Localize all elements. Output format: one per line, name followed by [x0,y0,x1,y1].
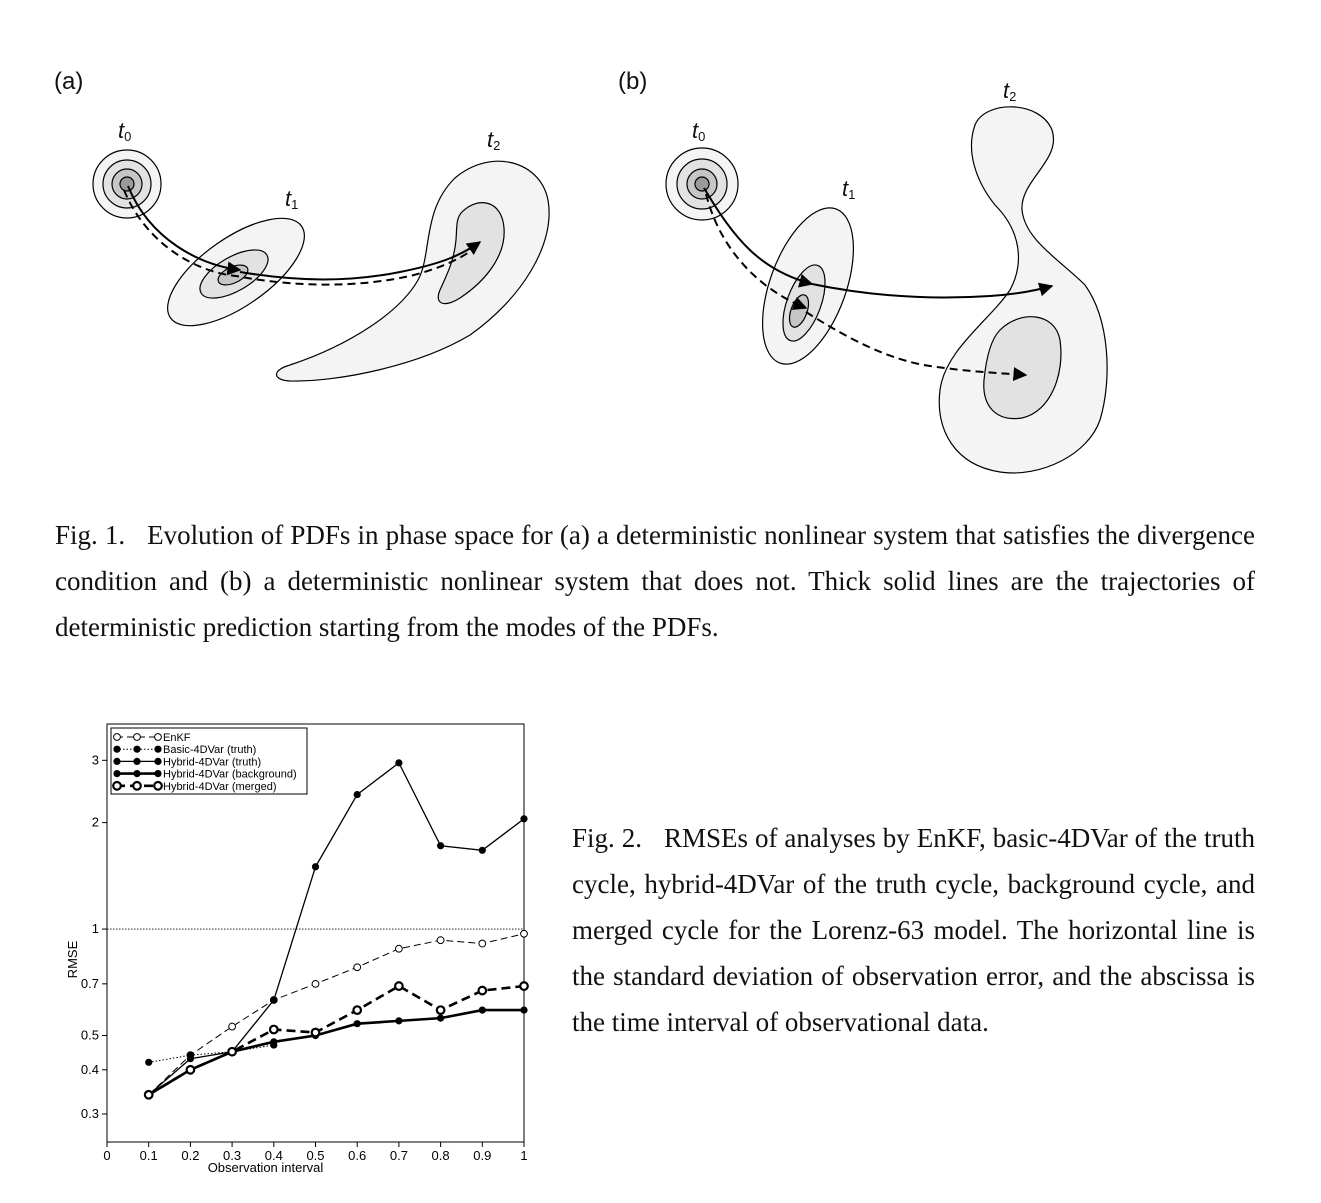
figure1-caption-text: Evolution of PDFs in phase space for (a) a deterministic nonlinear system that satisfies the divergence condition and (b) a deterministic nonlinear system that does not. Thick solid lines are the trajectories of deterministic prediction starting from the modes of the PDFs. [55,520,1255,642]
y-tick-label: 0.5 [80,1027,99,1043]
data-point [520,982,528,990]
legend-marker [113,770,120,777]
x-tick-label: 0.3 [223,1148,242,1163]
x-axis-label: Observation interval [207,1160,324,1175]
series-3 [145,1007,527,1099]
x-tick-label: 0.8 [431,1148,450,1163]
panel-b-t1-label: $t_1$ [842,176,856,202]
legend-marker [154,746,161,753]
panel-b-t0-label: $t_0$ [692,118,706,144]
data-point [312,1029,320,1037]
panel-a-pdf-t2 [277,161,550,381]
y-tick-label: 0.7 [80,975,99,991]
legend-entry: Hybrid-4DVar (background) [163,768,297,781]
data-point [270,996,277,1003]
panel-a-pdf-t1 [151,198,321,345]
series-0 [145,930,527,1098]
data-point [396,945,403,952]
data-point [312,980,319,987]
legend-marker [114,734,121,741]
legend-entry: EnKF [163,732,191,744]
panel-b-label: (b) [618,68,648,95]
x-tick-label: 0.6 [348,1148,367,1163]
panel-b-pdf-t2 [939,107,1107,473]
rmse-chart [55,712,555,1192]
data-point [229,1023,236,1030]
data-point [395,759,402,766]
series-line [149,1010,524,1095]
data-point [437,1015,444,1022]
panel-b-pdf-t0 [666,148,738,220]
data-point [354,1020,361,1027]
x-tick-label: 1 [520,1148,528,1163]
panel-b-pdf-t1 [744,196,872,376]
figure1-diagram [0,0,1321,500]
data-point [479,847,486,854]
x-tick-label: 0.2 [181,1148,200,1163]
legend-entry: Hybrid-4DVar (truth) [163,756,262,769]
figure2-caption-label: Fig. 2. [572,823,642,853]
legend-marker [133,782,141,790]
figure2-caption-text: RMSEs of analyses by EnKF, basic-4DVar of the truth cycle, hybrid-4DVar of the truth cycle, background cycle, and merged cycle for the Lorenz-63 model. The horizontal line is the standard deviation of observation error, and the abscissa is the time interval of observational data. [572,823,1255,1037]
data-point [520,1007,527,1014]
panel-a-pdf-t0 [93,150,161,218]
y-tick-label: 0.3 [80,1105,99,1121]
data-point [521,930,528,937]
data-point [228,1048,236,1056]
legend-marker [133,758,140,765]
legend-marker [154,782,162,790]
x-tick-label: 0.7 [389,1148,408,1163]
legend-marker [154,770,161,777]
figure1-caption [55,512,1255,650]
panel-a-t1-label: $t_1$ [285,186,299,212]
series-4 [145,982,528,1098]
panel-a-t0-label: $t_0$ [118,118,132,144]
legend-marker [113,782,121,790]
data-point [145,1059,152,1066]
panel-a-label: (a) [54,68,84,95]
figure1-caption-label: Fig. 1. [55,520,126,550]
data-point [353,1006,361,1014]
legend-marker [133,746,140,753]
legend-marker [134,734,141,741]
panel-a-t2-label: $t_2$ [487,127,501,153]
data-point [479,940,486,947]
data-point [395,1017,402,1024]
legend-marker [133,770,140,777]
data-point [354,791,361,798]
series-line [149,986,524,1095]
data-point [395,982,403,990]
y-axis-label: RMSE [65,940,80,979]
legend-marker [113,746,120,753]
legend-marker [113,758,120,765]
data-point [270,1026,278,1034]
x-tick-label: 0.9 [473,1148,492,1163]
data-point [312,863,319,870]
y-tick-label: 0.4 [80,1061,99,1077]
legend-marker [155,734,162,741]
data-point [187,1066,195,1074]
y-tick-label: 1 [91,921,99,937]
data-point [479,1007,486,1014]
legend-marker [154,758,161,765]
data-point [187,1055,194,1062]
y-tick-label: 3 [91,752,99,768]
data-point [354,964,361,971]
legend-entry: Basic-4DVar (truth) [163,744,257,757]
data-point [437,1006,445,1014]
data-point [270,1038,277,1045]
series-line [149,934,524,1095]
figure2-caption [572,815,1255,1045]
x-tick-label: 0.4 [264,1148,283,1163]
y-tick-label: 2 [91,814,99,830]
data-point [437,937,444,944]
x-tick-label: 0 [103,1148,111,1163]
panel-b-t2-label: $t_2$ [1003,78,1017,104]
data-point [145,1091,153,1099]
data-point [437,842,444,849]
data-point [479,987,487,995]
x-tick-label: 0.5 [306,1148,325,1163]
data-point [520,815,527,822]
legend-entry: Hybrid-4DVar (merged) [163,780,277,793]
x-tick-label: 0.1 [139,1148,158,1163]
